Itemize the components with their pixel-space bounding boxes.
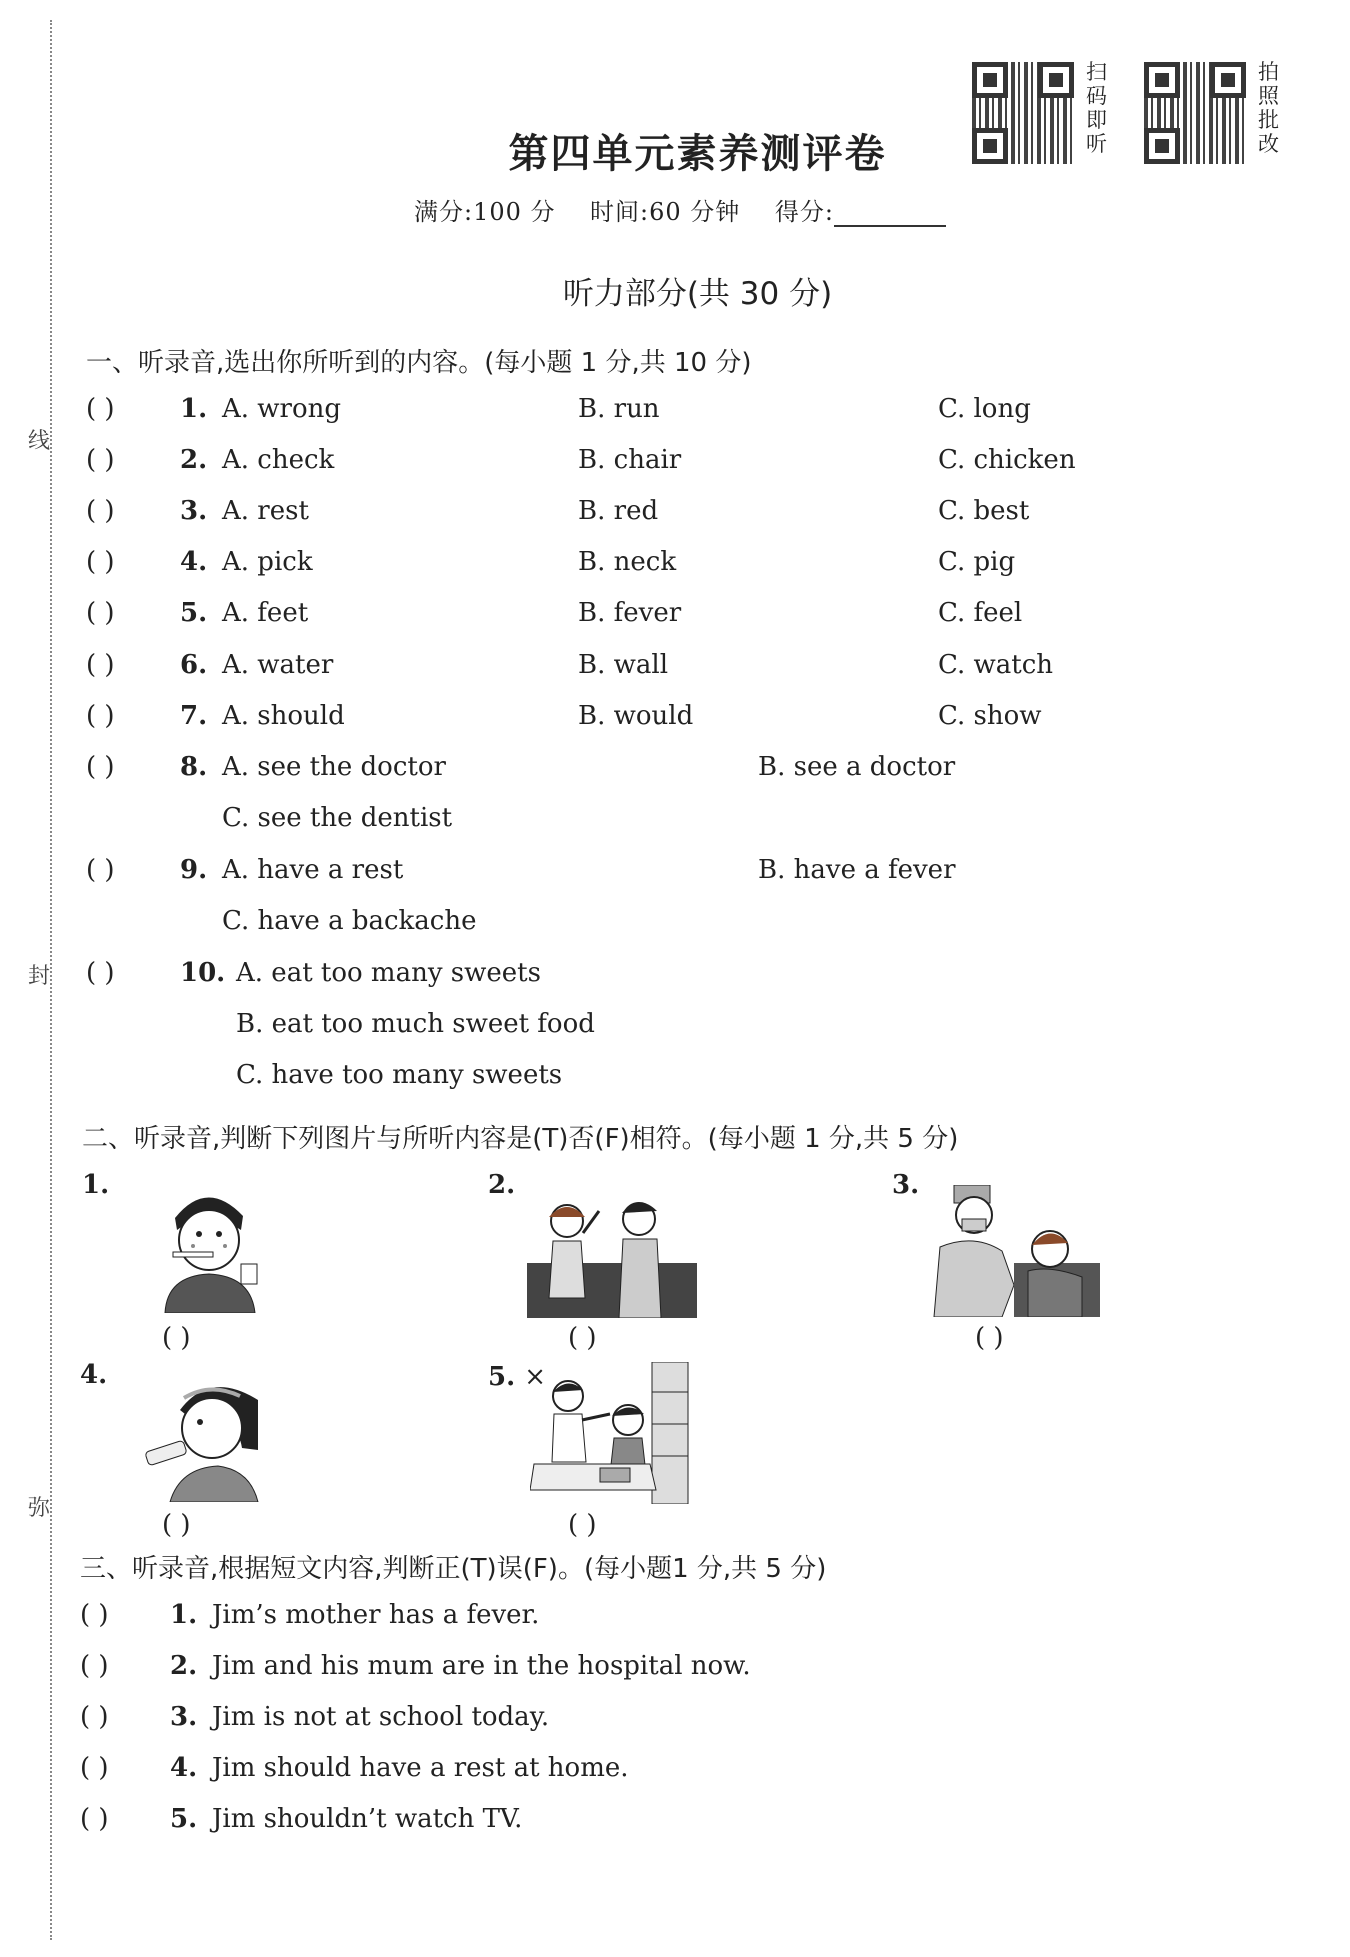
girl-and-boy-with-fever-picture xyxy=(527,1193,697,1318)
question-text: Jim and his mum are in the hospital now. xyxy=(212,1651,751,1681)
question-number: 8. xyxy=(180,752,208,782)
picture-number: 1. xyxy=(82,1170,110,1200)
question-number: 10. xyxy=(180,958,226,988)
choice-question xyxy=(86,752,1306,833)
tf-question xyxy=(80,1753,1180,1789)
option-b: B. eat too much sweet food xyxy=(236,1009,595,1039)
question-number: 6. xyxy=(180,650,208,680)
tf-question xyxy=(80,1804,1180,1840)
choice-question xyxy=(86,445,1306,481)
option-a: A. feet xyxy=(222,598,309,628)
option-c: C. have a backache xyxy=(222,906,477,936)
question-number: 4. xyxy=(180,547,208,577)
part1-heading: 一、听录音,选出你所听到的内容。(每小题 1 分,共 10 分) xyxy=(86,348,752,378)
option-a: A. pick xyxy=(222,547,313,577)
question-number: 5. xyxy=(170,1804,198,1834)
option-c: C. long xyxy=(938,394,1031,424)
doctor-and-patient-picture xyxy=(932,1185,1100,1317)
choice-question xyxy=(86,855,1306,936)
picture-number: 5. × xyxy=(488,1362,547,1392)
page-title: 第四单元素养测评卷 xyxy=(508,130,887,177)
answer-paren[interactable]: ( ) xyxy=(86,547,115,577)
answer-paren[interactable]: ( ) xyxy=(86,752,115,782)
choice-question xyxy=(86,496,1306,532)
picture-number: 4. xyxy=(80,1360,108,1390)
question-number: 3. xyxy=(180,496,208,526)
qr-label-grade: 拍 照 批 改 xyxy=(1258,60,1279,156)
question-number: 2. xyxy=(180,445,208,475)
qr-label-listen: 扫 码 即 听 xyxy=(1086,60,1107,156)
option-c: C. have too many sweets xyxy=(236,1060,563,1090)
option-a: A. rest xyxy=(222,496,309,526)
picture-answer-paren[interactable]: ( ) xyxy=(162,1323,191,1353)
question-number: 4. xyxy=(170,1753,198,1783)
option-b: B. would xyxy=(578,701,694,731)
exam-meta xyxy=(414,192,946,227)
option-b: B. have a fever xyxy=(758,855,956,885)
option-c: C. see the dentist xyxy=(222,803,453,833)
option-b: B. see a doctor xyxy=(758,752,956,782)
option-c: C. best xyxy=(938,496,1030,526)
option-b: B. chair xyxy=(578,445,682,475)
option-a: A. check xyxy=(222,445,335,475)
picture-answer-paren[interactable]: ( ) xyxy=(568,1510,597,1540)
margin-char-xian: 线 xyxy=(28,420,50,459)
answer-paren[interactable]: ( ) xyxy=(86,958,115,988)
answer-paren[interactable]: ( ) xyxy=(86,445,115,475)
option-a: A. should xyxy=(222,701,345,731)
answer-paren[interactable]: ( ) xyxy=(80,1702,109,1732)
option-b: B. run xyxy=(578,394,660,424)
boy-brushing-teeth-picture xyxy=(145,1178,270,1313)
question-number: 9. xyxy=(180,855,208,885)
picture-answer-paren[interactable]: ( ) xyxy=(162,1510,191,1540)
tf-question xyxy=(80,1600,1180,1636)
answer-paren[interactable]: ( ) xyxy=(86,394,115,424)
option-b: B. neck xyxy=(578,547,677,577)
girl-drinking-water-picture xyxy=(140,1370,270,1502)
option-c: C. chicken xyxy=(938,445,1076,475)
question-text: Jim is not at school today. xyxy=(212,1702,550,1732)
answer-paren[interactable]: ( ) xyxy=(80,1804,109,1834)
question-number: 7. xyxy=(180,701,208,731)
answer-paren[interactable]: ( ) xyxy=(86,855,115,885)
option-a: A. have a rest xyxy=(222,855,404,885)
question-text: Jim should have a rest at home. xyxy=(212,1753,629,1783)
choice-question xyxy=(86,650,1306,686)
choice-question xyxy=(86,598,1306,634)
option-a: A. water xyxy=(222,650,334,680)
option-c: C. feel xyxy=(938,598,1023,628)
picture-number: 2. xyxy=(488,1170,516,1200)
option-c: C. watch xyxy=(938,650,1054,680)
tf-question xyxy=(80,1651,1180,1687)
option-c: C. show xyxy=(938,701,1042,731)
option-b: B. fever xyxy=(578,598,682,628)
option-a: A. wrong xyxy=(222,394,342,424)
answer-paren[interactable]: ( ) xyxy=(80,1651,109,1681)
score-label: 得分: xyxy=(774,198,834,226)
question-number: 2. xyxy=(170,1651,198,1681)
option-b: B. wall xyxy=(578,650,669,680)
choice-question xyxy=(86,701,1306,737)
part2-heading: 二、听录音,判断下列图片与所听内容是(T)否(F)相符。(每小题 1 分,共 5 分) xyxy=(82,1124,959,1154)
answer-paren[interactable]: ( ) xyxy=(80,1753,109,1783)
margin-char-feng: 封 xyxy=(28,955,50,994)
question-text: Jim’s mother has a fever. xyxy=(212,1600,540,1630)
picture-answer-paren[interactable]: ( ) xyxy=(568,1323,597,1353)
section-title: 听力部分(共 30 分) xyxy=(562,276,833,312)
part3-heading: 三、听录音,根据短文内容,判断正(T)误(F)。(每小题1 分,共 5 分) xyxy=(80,1554,827,1584)
option-a: A. eat too many sweets xyxy=(236,958,541,988)
question-number: 3. xyxy=(170,1702,198,1732)
answer-paren[interactable]: ( ) xyxy=(86,496,115,526)
score-blank[interactable] xyxy=(834,205,946,227)
picture-number: 3. xyxy=(892,1170,920,1200)
margin-char-mi: 弥 xyxy=(28,1487,50,1526)
tf-question xyxy=(80,1702,1180,1738)
question-text: Jim shouldn’t watch TV. xyxy=(212,1804,523,1834)
question-number: 1. xyxy=(170,1600,198,1630)
full-score: 满分:100 分 xyxy=(414,198,556,226)
option-a: A. see the doctor xyxy=(222,752,446,782)
option-b: B. red xyxy=(578,496,659,526)
question-number: 5. xyxy=(180,598,208,628)
answer-paren[interactable]: ( ) xyxy=(86,598,115,628)
choice-question xyxy=(86,958,1306,1090)
answer-paren[interactable]: ( ) xyxy=(86,650,115,680)
time-limit: 时间:60 分钟 xyxy=(590,198,741,226)
boy-and-girl-reading-picture xyxy=(530,1362,690,1504)
choice-question xyxy=(86,547,1306,583)
picture-answer-paren[interactable]: ( ) xyxy=(975,1323,1004,1353)
answer-paren[interactable]: ( ) xyxy=(80,1600,109,1630)
question-number: 1. xyxy=(180,394,208,424)
answer-paren[interactable]: ( ) xyxy=(86,701,115,731)
option-c: C. pig xyxy=(938,547,1016,577)
choice-question xyxy=(86,394,1306,430)
